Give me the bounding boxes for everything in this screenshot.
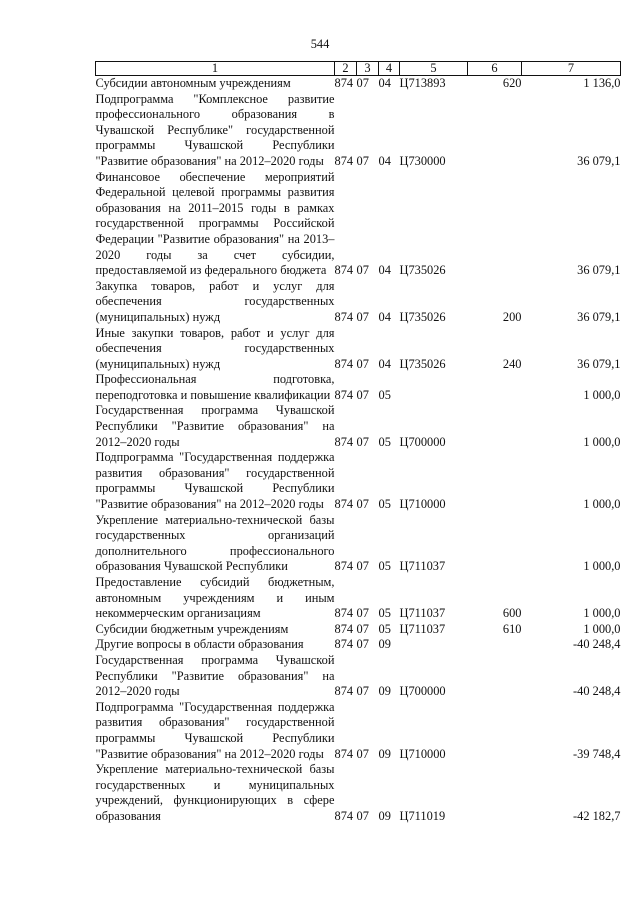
row-name [96, 372, 335, 403]
row-name [96, 762, 335, 824]
table-row [96, 622, 621, 638]
row-expense-type [468, 450, 522, 512]
row-expense-type-text: 200 [502, 309, 522, 324]
row-amount [522, 170, 621, 279]
row-target-item-text: Ц710000 [399, 497, 446, 512]
row-target-item-text: Ц710000 [399, 746, 446, 761]
table-row [96, 762, 621, 824]
row-section-text: 07 [356, 684, 369, 699]
row-subsection-text: 04 [378, 76, 391, 90]
row-admin-code-text: 874 [334, 263, 354, 278]
row-section [357, 700, 379, 762]
row-section [357, 76, 379, 92]
row-expense-type-text: 610 [502, 621, 522, 636]
row-section [357, 637, 379, 653]
row-expense-type [468, 762, 522, 824]
row-amount [522, 92, 621, 170]
row-admin-code-text: 874 [334, 497, 354, 512]
row-subsection [379, 622, 400, 638]
row-admin-code [335, 76, 357, 92]
row-target-item [400, 372, 468, 403]
row-name-text: Укрепление материально-технической базы государственных и муниципальных учреждений, функционирующих в сфере образования [95, 762, 335, 823]
row-amount [522, 575, 621, 622]
row-expense-type [468, 700, 522, 762]
row-admin-code-text: 874 [334, 808, 354, 823]
row-section [357, 372, 379, 403]
table-row [96, 372, 621, 403]
row-subsection-text: 05 [378, 497, 391, 512]
row-admin-code [335, 170, 357, 279]
row-name [96, 622, 335, 638]
row-name [96, 653, 335, 700]
row-admin-code-text: 874 [334, 434, 354, 449]
row-amount [522, 326, 621, 373]
row-admin-code-text: 874 [334, 309, 354, 324]
row-name [96, 450, 335, 512]
table-row [96, 326, 621, 373]
header-cell-3: 3 [357, 62, 379, 76]
row-section [357, 513, 379, 575]
row-subsection [379, 279, 400, 326]
row-amount-text: 1 000,0 [583, 559, 621, 574]
table-row [96, 450, 621, 512]
row-admin-code-text: 874 [334, 387, 354, 402]
row-amount-text: 1 000,0 [583, 606, 621, 621]
row-subsection-text: 05 [378, 559, 391, 574]
row-target-item [400, 170, 468, 279]
row-section [357, 575, 379, 622]
row-amount-text: 36 079,1 [577, 263, 621, 278]
header-cell-5: 5 [400, 62, 468, 76]
row-subsection-text: 04 [378, 153, 391, 168]
row-section-text: 07 [356, 309, 369, 324]
row-name-text: Другие вопросы в области образования [95, 637, 304, 652]
table-row [96, 513, 621, 575]
row-subsection [379, 403, 400, 450]
row-subsection-text: 05 [378, 434, 391, 449]
row-subsection-text: 04 [378, 263, 391, 278]
row-name-text: Предоставление субсидий бюджетным, автономным учреждениям и иным некоммерческим организациям [95, 575, 335, 621]
row-target-item-text: Ц700000 [399, 434, 446, 449]
row-amount-text: -42 182,7 [573, 808, 621, 823]
row-name-text: Подпрограмма "Государственная поддержка развития образования" государственной программы Чувашской Республики "Развитие образования" на 2012–2020 годы [95, 699, 335, 761]
row-expense-type-text: 620 [502, 76, 522, 90]
row-name [96, 403, 335, 450]
row-subsection-text: 09 [378, 808, 391, 823]
row-amount-text: 1 000,0 [583, 621, 621, 636]
table-row [96, 637, 621, 653]
row-amount-text: 1 136,0 [583, 76, 621, 90]
row-target-item-text: Ц735026 [399, 309, 446, 324]
row-target-item [400, 92, 468, 170]
row-section-text: 07 [356, 621, 369, 636]
row-target-item-text: Ц713893 [399, 76, 446, 90]
row-target-item-text: Ц711037 [399, 621, 446, 636]
row-subsection [379, 92, 400, 170]
row-subsection-text: 04 [378, 309, 391, 324]
row-amount [522, 653, 621, 700]
row-target-item [400, 762, 468, 824]
row-name-text: Закупка товаров, работ и услуг для обеспечения государственных (муниципальных) нужд [95, 278, 335, 324]
row-name-text: Укрепление материально-технической базы государственных организаций дополнительного профессионального образования Чувашской Республики [95, 512, 335, 574]
row-subsection [379, 326, 400, 373]
row-admin-code [335, 700, 357, 762]
row-section-text: 07 [356, 497, 369, 512]
table-row [96, 575, 621, 622]
row-subsection-text: 05 [378, 621, 391, 636]
row-amount [522, 700, 621, 762]
row-amount [522, 76, 621, 92]
row-amount-text: -40 248,4 [573, 684, 621, 699]
header-cell-4: 4 [379, 62, 400, 76]
row-admin-code [335, 372, 357, 403]
row-target-item [400, 700, 468, 762]
row-admin-code-text: 874 [334, 637, 354, 652]
header-cell-7: 7 [522, 62, 621, 76]
row-subsection [379, 170, 400, 279]
row-expense-type [468, 622, 522, 638]
row-section-text: 07 [356, 746, 369, 761]
row-amount [522, 637, 621, 653]
row-target-item-text: Ц735026 [399, 356, 446, 371]
row-target-item [400, 326, 468, 373]
row-subsection [379, 637, 400, 653]
row-subsection [379, 762, 400, 824]
row-name [96, 279, 335, 326]
row-subsection [379, 513, 400, 575]
row-section [357, 622, 379, 638]
table-row [96, 403, 621, 450]
row-amount-text: 36 079,1 [577, 153, 621, 168]
row-section [357, 170, 379, 279]
row-name [96, 700, 335, 762]
table-row [96, 76, 621, 92]
row-admin-code [335, 762, 357, 824]
row-name-text: Профессиональная подготовка, переподготовка и повышение квалификации [95, 372, 335, 402]
row-admin-code [335, 403, 357, 450]
header-cell-1: 1 [96, 62, 335, 76]
row-expense-type [468, 326, 522, 373]
row-admin-code-text: 874 [334, 76, 354, 90]
table-row [96, 279, 621, 326]
row-name-text: Государственная программа Чувашской Республики "Развитие образования" на 2012–2020 годы [95, 403, 335, 449]
row-subsection [379, 76, 400, 92]
table-row [96, 700, 621, 762]
row-section-text: 07 [356, 356, 369, 371]
row-name [96, 170, 335, 279]
row-admin-code-text: 874 [334, 746, 354, 761]
row-section-text: 07 [356, 434, 369, 449]
row-section [357, 279, 379, 326]
row-target-item [400, 622, 468, 638]
row-target-item [400, 403, 468, 450]
row-target-item [400, 76, 468, 92]
row-subsection-text: 04 [378, 356, 391, 371]
row-amount [522, 403, 621, 450]
row-name [96, 637, 335, 653]
row-section-text: 07 [356, 76, 369, 90]
row-section [357, 653, 379, 700]
row-target-item [400, 637, 468, 653]
row-admin-code-text: 874 [334, 356, 354, 371]
row-amount-text: 1 000,0 [583, 434, 621, 449]
row-admin-code [335, 326, 357, 373]
row-amount-text: 36 079,1 [577, 356, 621, 371]
row-subsection-text: 09 [378, 684, 391, 699]
row-target-item-text: Ц711037 [399, 606, 446, 621]
row-expense-type-text: 600 [502, 606, 522, 621]
row-section [357, 762, 379, 824]
row-admin-code [335, 622, 357, 638]
row-expense-type [468, 575, 522, 622]
row-admin-code [335, 279, 357, 326]
row-name-text: Подпрограмма "Комплексное развитие профессионального образования в Чувашской Республике" государственной программы Чувашской Республики "Развитие образования" на 2012–2020 годы [95, 91, 335, 168]
row-name [96, 575, 335, 622]
row-name-text: Подпрограмма "Государственная поддержка развития образования" государственной программы Чувашской Республики "Развитие образования" на 2012–2020 годы [95, 450, 335, 512]
table-row [96, 92, 621, 170]
row-admin-code [335, 92, 357, 170]
row-subsection [379, 372, 400, 403]
row-section-text: 07 [356, 263, 369, 278]
row-section-text: 07 [356, 808, 369, 823]
row-target-item [400, 575, 468, 622]
table-row [96, 653, 621, 700]
row-admin-code-text: 874 [334, 153, 354, 168]
row-target-item-text: Ц730000 [399, 153, 446, 168]
row-amount-text: 1 000,0 [583, 497, 621, 512]
row-amount [522, 279, 621, 326]
row-admin-code-text: 874 [334, 621, 354, 636]
row-expense-type [468, 170, 522, 279]
row-section [357, 450, 379, 512]
row-name-text: Финансовое обеспечение мероприятий Федеральной целевой программы развития образования на 2011–2015 годы в рамках государственной программы Российской Федерации "Развитие образования" на 2013–2020 годы за счет субсидии, предоставляемой из федерального бюджета [95, 169, 335, 278]
row-subsection [379, 700, 400, 762]
row-name-text: Государственная программа Чувашской Республики "Развитие образования" на 2012–2020 годы [95, 652, 335, 699]
budget-table [95, 61, 621, 825]
row-expense-type [468, 372, 522, 403]
row-amount [522, 450, 621, 512]
row-subsection [379, 450, 400, 512]
row-section-text: 07 [356, 637, 369, 652]
row-name-text: Субсидии бюджетным учреждениям [95, 621, 289, 636]
row-name [96, 92, 335, 170]
row-name-text: Иные закупки товаров, работ и услуг для обеспечения государственных (муниципальных) нужд [95, 325, 335, 371]
table-row [96, 170, 621, 279]
row-target-item-text: Ц711019 [399, 808, 446, 823]
row-admin-code [335, 575, 357, 622]
row-amount [522, 762, 621, 824]
row-expense-type [468, 403, 522, 450]
row-amount-text: -39 748,4 [573, 746, 621, 761]
row-admin-code-text: 874 [334, 606, 354, 621]
header-row [96, 62, 621, 76]
row-subsection-text: 05 [378, 606, 391, 621]
row-expense-type [468, 637, 522, 653]
row-section-text: 07 [356, 153, 369, 168]
row-admin-code [335, 450, 357, 512]
row-subsection-text: 09 [378, 746, 391, 761]
header-cell-6: 6 [468, 62, 522, 76]
row-admin-code [335, 637, 357, 653]
row-name [96, 76, 335, 92]
row-expense-type [468, 513, 522, 575]
header-cell-2: 2 [335, 62, 357, 76]
row-expense-type-text: 240 [502, 356, 522, 371]
row-amount-text: 36 079,1 [577, 309, 621, 324]
row-section [357, 92, 379, 170]
row-target-item-text: Ц735026 [399, 263, 446, 278]
row-target-item [400, 450, 468, 512]
row-amount [522, 622, 621, 638]
row-name [96, 326, 335, 373]
row-name [96, 513, 335, 575]
row-section [357, 403, 379, 450]
row-amount [522, 372, 621, 403]
row-admin-code [335, 653, 357, 700]
row-amount [522, 513, 621, 575]
row-name-text: Субсидии автономным учреждениям [95, 76, 291, 90]
row-subsection [379, 653, 400, 700]
row-amount-text: 1 000,0 [583, 387, 621, 402]
page-number: 544 [310, 37, 330, 51]
row-target-item-text: Ц711037 [399, 559, 446, 574]
row-target-item [400, 513, 468, 575]
row-expense-type [468, 279, 522, 326]
row-amount-text: -40 248,4 [573, 637, 621, 652]
row-target-item [400, 653, 468, 700]
row-subsection [379, 575, 400, 622]
row-expense-type [468, 76, 522, 92]
row-subsection-text: 09 [378, 637, 391, 652]
row-admin-code [335, 513, 357, 575]
row-admin-code-text: 874 [334, 684, 354, 699]
row-subsection-text: 05 [378, 387, 391, 402]
row-section [357, 326, 379, 373]
row-target-item-text: Ц700000 [399, 684, 446, 699]
row-target-item [400, 279, 468, 326]
row-section-text: 07 [356, 387, 369, 402]
row-section-text: 07 [356, 559, 369, 574]
row-admin-code-text: 874 [334, 559, 354, 574]
row-section-text: 07 [356, 606, 369, 621]
row-expense-type [468, 92, 522, 170]
row-expense-type [468, 653, 522, 700]
